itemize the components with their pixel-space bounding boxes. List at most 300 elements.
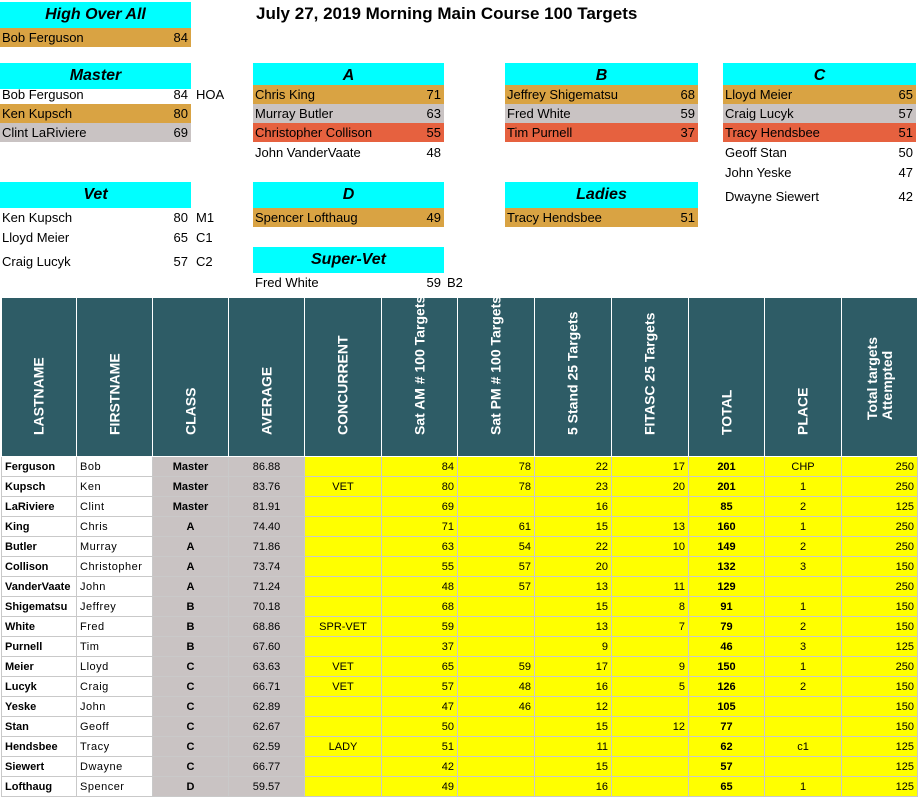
cell-fitasc[interactable]: 11 — [612, 577, 689, 597]
table-row[interactable] — [2, 717, 918, 737]
cell-total[interactable]: 62 — [689, 737, 765, 757]
b-name: Fred White — [507, 106, 571, 121]
table-header-row — [2, 298, 918, 457]
cell-place[interactable] — [765, 577, 842, 597]
cell-lastname[interactable]: Hendsbee — [2, 737, 77, 757]
cell-attempted[interactable]: 150 — [842, 597, 918, 617]
cell-fitasc[interactable]: 17 — [612, 457, 689, 477]
master-name: Clint LaRiviere — [2, 125, 87, 140]
cell-class[interactable]: C — [153, 657, 229, 677]
b-row[interactable] — [505, 104, 698, 123]
cell-average[interactable]: 62.89 — [229, 697, 305, 717]
cell-sat-am[interactable]: 84 — [382, 457, 458, 477]
table-row[interactable] — [2, 617, 918, 637]
cell-sat-am[interactable]: 63 — [382, 537, 458, 557]
b-score: 59 — [680, 106, 695, 121]
cell-attempted[interactable]: 250 — [842, 657, 918, 677]
cell-sat-pm[interactable] — [458, 777, 535, 797]
d-score: 49 — [426, 210, 441, 225]
cell-place[interactable]: 3 — [765, 557, 842, 577]
cell-5-stand[interactable]: 20 — [535, 557, 612, 577]
column-header-label: CLASS — [182, 387, 198, 435]
cell-total[interactable]: 91 — [689, 597, 765, 617]
cell-sat-am[interactable]: 42 — [382, 757, 458, 777]
cell-place[interactable]: c1 — [765, 737, 842, 757]
cell-total[interactable]: 105 — [689, 697, 765, 717]
table-row[interactable] — [2, 757, 918, 777]
cell-fitasc[interactable]: 12 — [612, 717, 689, 737]
cell-sat-am[interactable]: 47 — [382, 697, 458, 717]
cell-firstname[interactable]: Tim — [77, 637, 153, 657]
cell-firstname[interactable]: Bob — [77, 457, 153, 477]
column-header[interactable] — [458, 295, 535, 457]
cell-class[interactable]: C — [153, 677, 229, 697]
cell-average[interactable]: 62.59 — [229, 737, 305, 757]
cell-total[interactable]: 150 — [689, 657, 765, 677]
cell-fitasc[interactable]: 7 — [612, 617, 689, 637]
cell-firstname[interactable]: Clint — [77, 497, 153, 517]
vet-score: 80 — [173, 210, 188, 225]
cell-5-stand[interactable]: 16 — [535, 777, 612, 797]
cell-5-stand[interactable]: 15 — [535, 597, 612, 617]
cell-5-stand[interactable]: 16 — [535, 497, 612, 517]
cell-total[interactable]: 201 — [689, 477, 765, 497]
cell-lastname[interactable]: Yeske — [2, 697, 77, 717]
cell-sat-am[interactable]: 57 — [382, 677, 458, 697]
a-name: Chris King — [255, 87, 315, 102]
cell-sat-pm[interactable] — [458, 497, 535, 517]
cell-lastname[interactable]: King — [2, 517, 77, 537]
supervet-score: 59 — [426, 275, 441, 290]
cell-place[interactable]: 3 — [765, 637, 842, 657]
c-row[interactable] — [723, 143, 916, 162]
master-score: 69 — [173, 125, 188, 140]
cell-average[interactable]: 81.91 — [229, 497, 305, 517]
column-header[interactable] — [842, 298, 918, 457]
cell-total[interactable]: 46 — [689, 637, 765, 657]
cell-sat-pm[interactable]: 78 — [458, 477, 535, 497]
master-score: 84 — [173, 87, 188, 102]
cell-fitasc[interactable]: 8 — [612, 597, 689, 617]
master-row[interactable] — [0, 123, 191, 142]
cell-place[interactable] — [765, 757, 842, 777]
a-name: Christopher Collison — [255, 125, 373, 140]
cell-concurrent[interactable] — [305, 757, 382, 777]
cell-class[interactable]: Master — [153, 457, 229, 477]
vet-extra: C2 — [196, 254, 213, 269]
b-header: B — [505, 63, 698, 89]
cell-concurrent[interactable]: LADY — [305, 737, 382, 757]
cell-concurrent[interactable] — [305, 637, 382, 657]
table-row[interactable] — [2, 477, 918, 497]
cell-lastname[interactable]: Collison — [2, 557, 77, 577]
cell-concurrent[interactable]: VET — [305, 477, 382, 497]
cell-lastname[interactable]: LaRiviere — [2, 497, 77, 517]
column-header[interactable] — [765, 298, 842, 457]
c-row[interactable] — [723, 163, 916, 182]
cell-fitasc[interactable] — [612, 557, 689, 577]
a-score: 71 — [426, 87, 441, 102]
cell-sat-am[interactable]: 55 — [382, 557, 458, 577]
cell-attempted[interactable]: 250 — [842, 477, 918, 497]
cell-attempted[interactable]: 250 — [842, 577, 918, 597]
cell-attempted[interactable]: 150 — [842, 717, 918, 737]
master-row[interactable] — [0, 104, 191, 123]
cell-sat-pm[interactable]: 57 — [458, 577, 535, 597]
cell-concurrent[interactable] — [305, 717, 382, 737]
cell-sat-am[interactable]: 51 — [382, 737, 458, 757]
cell-sat-am[interactable]: 37 — [382, 637, 458, 657]
cell-attempted[interactable]: 125 — [842, 737, 918, 757]
cell-lastname[interactable]: Purnell — [2, 637, 77, 657]
cell-sat-pm[interactable]: 59 — [458, 657, 535, 677]
cell-attempted[interactable]: 150 — [842, 677, 918, 697]
table-row[interactable] — [2, 637, 918, 657]
cell-firstname[interactable]: Tracy — [77, 737, 153, 757]
c-name: Craig Lucyk — [725, 106, 794, 121]
cell-total[interactable]: 201 — [689, 457, 765, 477]
master-name: Bob Ferguson — [2, 87, 84, 102]
vet-name: Craig Lucyk — [2, 254, 71, 269]
vet-row[interactable] — [0, 208, 215, 227]
cell-average[interactable]: 70.18 — [229, 597, 305, 617]
cell-fitasc[interactable]: 9 — [612, 657, 689, 677]
a-row[interactable] — [253, 104, 444, 123]
cell-concurrent[interactable] — [305, 517, 382, 537]
cell-5-stand[interactable]: 17 — [535, 657, 612, 677]
cell-average[interactable]: 59.57 — [229, 777, 305, 797]
hoa-name: Bob Ferguson — [2, 30, 84, 45]
cell-class[interactable]: Master — [153, 497, 229, 517]
cell-sat-pm[interactable]: 54 — [458, 537, 535, 557]
c-row[interactable] — [723, 85, 916, 104]
cell-fitasc[interactable]: 13 — [612, 517, 689, 537]
cell-sat-pm[interactable]: 61 — [458, 517, 535, 537]
cell-average[interactable]: 74.40 — [229, 517, 305, 537]
cell-5-stand[interactable]: 16 — [535, 677, 612, 697]
cell-concurrent[interactable] — [305, 497, 382, 517]
table-row[interactable] — [2, 557, 918, 577]
cell-5-stand[interactable]: 15 — [535, 517, 612, 537]
cell-place[interactable]: 2 — [765, 677, 842, 697]
cell-average[interactable]: 73.74 — [229, 557, 305, 577]
cell-total[interactable]: 126 — [689, 677, 765, 697]
cell-attempted[interactable]: 150 — [842, 697, 918, 717]
cell-total[interactable]: 160 — [689, 517, 765, 537]
cell-firstname[interactable]: Murray — [77, 537, 153, 557]
c-row[interactable] — [723, 123, 916, 142]
c-row[interactable] — [723, 104, 916, 123]
cell-5-stand[interactable]: 11 — [535, 737, 612, 757]
column-header[interactable] — [77, 298, 153, 457]
cell-class[interactable]: A — [153, 577, 229, 597]
table-row[interactable] — [2, 777, 918, 797]
table-row[interactable] — [2, 657, 918, 677]
table-row[interactable] — [2, 697, 918, 717]
cell-sat-am[interactable]: 71 — [382, 517, 458, 537]
hoa-row[interactable] — [0, 28, 191, 47]
column-header[interactable] — [229, 298, 305, 457]
cell-class[interactable]: C — [153, 717, 229, 737]
cell-5-stand[interactable]: 9 — [535, 637, 612, 657]
cell-sat-pm[interactable]: 46 — [458, 697, 535, 717]
cell-fitasc[interactable]: 10 — [612, 537, 689, 557]
cell-lastname[interactable]: Meier — [2, 657, 77, 677]
cell-concurrent[interactable] — [305, 457, 382, 477]
cell-firstname[interactable]: Ken — [77, 477, 153, 497]
cell-sat-am[interactable]: 48 — [382, 577, 458, 597]
cell-average[interactable]: 83.76 — [229, 477, 305, 497]
cell-class[interactable]: C — [153, 757, 229, 777]
cell-class[interactable]: A — [153, 537, 229, 557]
cell-sat-am[interactable]: 80 — [382, 477, 458, 497]
column-header[interactable] — [2, 298, 77, 457]
table-row[interactable] — [2, 517, 918, 537]
cell-place[interactable]: 1 — [765, 597, 842, 617]
cell-sat-am[interactable]: 49 — [382, 777, 458, 797]
vet-name: Lloyd Meier — [2, 230, 70, 245]
cell-sat-pm[interactable] — [458, 717, 535, 737]
cell-firstname[interactable]: Spencer — [77, 777, 153, 797]
cell-fitasc[interactable] — [612, 497, 689, 517]
cell-sat-am[interactable]: 59 — [382, 617, 458, 637]
cell-average[interactable]: 67.60 — [229, 637, 305, 657]
cell-attempted[interactable]: 250 — [842, 537, 918, 557]
cell-class[interactable]: D — [153, 777, 229, 797]
column-header-label: LASTNAME — [30, 357, 47, 435]
cell-fitasc[interactable] — [612, 697, 689, 717]
supervet-extra: B2 — [447, 275, 463, 290]
master-score: 80 — [173, 106, 188, 121]
cell-sat-am[interactable]: 50 — [382, 717, 458, 737]
table-row[interactable] — [2, 497, 918, 517]
d-row[interactable] — [253, 208, 444, 227]
master-header: Master — [0, 63, 191, 89]
supervet-row[interactable] — [253, 273, 463, 292]
cell-total[interactable]: 129 — [689, 577, 765, 597]
cell-place[interactable]: CHP — [765, 457, 842, 477]
cell-firstname[interactable]: Chris — [77, 517, 153, 537]
cell-concurrent[interactable] — [305, 697, 382, 717]
cell-place[interactable]: 1 — [765, 657, 842, 677]
cell-place[interactable]: 1 — [765, 477, 842, 497]
cell-class[interactable]: B — [153, 597, 229, 617]
cell-5-stand[interactable]: 15 — [535, 757, 612, 777]
column-header[interactable] — [689, 298, 765, 457]
cell-total[interactable]: 65 — [689, 777, 765, 797]
cell-sat-pm[interactable]: 78 — [458, 457, 535, 477]
master-extra: HOA — [196, 87, 225, 102]
cell-concurrent[interactable]: VET — [305, 657, 382, 677]
cell-concurrent[interactable] — [305, 557, 382, 577]
cell-concurrent[interactable] — [305, 537, 382, 557]
column-header[interactable] — [535, 298, 612, 457]
cell-average[interactable]: 63.63 — [229, 657, 305, 677]
table-row[interactable] — [2, 737, 918, 757]
cell-place[interactable]: 2 — [765, 617, 842, 637]
cell-5-stand[interactable]: 23 — [535, 477, 612, 497]
cell-lastname[interactable]: Lucyk — [2, 677, 77, 697]
cell-attempted[interactable]: 125 — [842, 757, 918, 777]
column-header[interactable] — [382, 295, 458, 457]
cell-firstname[interactable]: John — [77, 697, 153, 717]
cell-sat-pm[interactable]: 48 — [458, 677, 535, 697]
c-name: Tracy Hendsbee — [725, 125, 820, 140]
cell-attempted[interactable]: 125 — [842, 777, 918, 797]
cell-average[interactable]: 71.86 — [229, 537, 305, 557]
column-header-label: CONCURRENT — [334, 335, 351, 435]
ladies-name: Tracy Hendsbee — [507, 210, 602, 225]
cell-total[interactable]: 132 — [689, 557, 765, 577]
ladies-score: 51 — [680, 210, 695, 225]
cell-fitasc[interactable]: 20 — [612, 477, 689, 497]
cell-lastname[interactable]: White — [2, 617, 77, 637]
c-name: Lloyd Meier — [725, 87, 793, 102]
a-name: Murray Butler — [255, 106, 334, 121]
vet-row[interactable] — [0, 252, 213, 271]
table-row[interactable] — [2, 537, 918, 557]
cell-place[interactable]: 1 — [765, 517, 842, 537]
cell-class[interactable]: Master — [153, 477, 229, 497]
cell-concurrent[interactable]: VET — [305, 677, 382, 697]
table-row[interactable] — [2, 457, 918, 477]
cell-lastname[interactable]: Kupsch — [2, 477, 77, 497]
c-name: Dwayne Siewert — [725, 189, 819, 204]
c-score: 57 — [898, 106, 913, 121]
cell-total[interactable]: 77 — [689, 717, 765, 737]
cell-place[interactable] — [765, 717, 842, 737]
cell-class[interactable]: C — [153, 737, 229, 757]
cell-place[interactable] — [765, 697, 842, 717]
cell-sat-am[interactable]: 68 — [382, 597, 458, 617]
b-row[interactable] — [505, 85, 698, 104]
page-title: July 27, 2019 Morning Main Course 100 Targets — [256, 4, 638, 23]
b-row[interactable] — [505, 123, 698, 142]
cell-firstname[interactable]: Christopher — [77, 557, 153, 577]
cell-lastname[interactable]: VanderVaate — [2, 577, 77, 597]
cell-firstname[interactable]: Craig — [77, 677, 153, 697]
b-name: Tim Purnell — [507, 125, 573, 140]
a-score: 48 — [426, 145, 441, 160]
cell-class[interactable]: B — [153, 637, 229, 657]
cell-sat-am[interactable]: 65 — [382, 657, 458, 677]
a-row[interactable] — [253, 85, 444, 104]
a-row[interactable] — [253, 143, 444, 162]
cell-average[interactable]: 66.71 — [229, 677, 305, 697]
cell-attempted[interactable]: 150 — [842, 557, 918, 577]
a-row[interactable] — [253, 123, 444, 142]
cell-place[interactable]: 2 — [765, 537, 842, 557]
supervet-header: Super-Vet — [253, 247, 444, 273]
cell-firstname[interactable]: Geoff — [77, 717, 153, 737]
cell-average[interactable]: 86.88 — [229, 457, 305, 477]
cell-fitasc[interactable]: 5 — [612, 677, 689, 697]
cell-attempted[interactable]: 250 — [842, 457, 918, 477]
cell-class[interactable]: A — [153, 517, 229, 537]
c-row[interactable] — [723, 187, 916, 206]
cell-concurrent[interactable] — [305, 597, 382, 617]
cell-attempted[interactable]: 125 — [842, 497, 918, 517]
cell-firstname[interactable]: Fred — [77, 617, 153, 637]
cell-attempted[interactable]: 250 — [842, 517, 918, 537]
cell-5-stand[interactable]: 22 — [535, 537, 612, 557]
cell-average[interactable]: 68.86 — [229, 617, 305, 637]
d-header: D — [253, 182, 444, 208]
ladies-row[interactable] — [505, 208, 698, 227]
cell-fitasc[interactable] — [612, 777, 689, 797]
cell-total[interactable]: 79 — [689, 617, 765, 637]
cell-average[interactable]: 71.24 — [229, 577, 305, 597]
cell-5-stand[interactable]: 12 — [535, 697, 612, 717]
cell-class[interactable]: A — [153, 557, 229, 577]
cell-place[interactable]: 1 — [765, 777, 842, 797]
cell-sat-pm[interactable]: 57 — [458, 557, 535, 577]
cell-sat-pm[interactable] — [458, 597, 535, 617]
vet-row[interactable] — [0, 228, 213, 247]
column-header-label: Total targets Attempted — [863, 337, 895, 420]
cell-5-stand[interactable]: 13 — [535, 577, 612, 597]
column-header[interactable] — [305, 298, 382, 457]
column-header[interactable] — [612, 298, 689, 457]
b-name: Jeffrey Shigematsu — [507, 87, 619, 102]
column-header[interactable] — [153, 298, 229, 457]
cell-firstname[interactable]: John — [77, 577, 153, 597]
cell-fitasc[interactable] — [612, 737, 689, 757]
c-score: 42 — [898, 189, 913, 204]
cell-average[interactable]: 62.67 — [229, 717, 305, 737]
cell-total[interactable]: 57 — [689, 757, 765, 777]
cell-sat-pm[interactable] — [458, 737, 535, 757]
cell-lastname[interactable]: Siewert — [2, 757, 77, 777]
cell-concurrent[interactable]: SPR-VET — [305, 617, 382, 637]
table-row[interactable] — [2, 597, 918, 617]
cell-sat-pm[interactable] — [458, 637, 535, 657]
a-header: A — [253, 63, 444, 89]
cell-lastname[interactable]: Lofthaug — [2, 777, 77, 797]
cell-5-stand[interactable]: 15 — [535, 717, 612, 737]
cell-lastname[interactable]: Stan — [2, 717, 77, 737]
cell-sat-am[interactable]: 69 — [382, 497, 458, 517]
cell-class[interactable]: C — [153, 697, 229, 717]
cell-firstname[interactable]: Lloyd — [77, 657, 153, 677]
cell-total[interactable]: 149 — [689, 537, 765, 557]
table-row[interactable] — [2, 577, 918, 597]
cell-fitasc[interactable] — [612, 757, 689, 777]
vet-score: 65 — [173, 230, 188, 245]
cell-sat-pm[interactable] — [458, 757, 535, 777]
cell-place[interactable]: 2 — [765, 497, 842, 517]
cell-attempted[interactable]: 150 — [842, 617, 918, 637]
cell-total[interactable]: 85 — [689, 497, 765, 517]
cell-average[interactable]: 66.77 — [229, 757, 305, 777]
cell-concurrent[interactable] — [305, 777, 382, 797]
cell-attempted[interactable]: 125 — [842, 637, 918, 657]
master-row[interactable] — [0, 85, 225, 104]
cell-lastname[interactable]: Butler — [2, 537, 77, 557]
cell-5-stand[interactable]: 22 — [535, 457, 612, 477]
vet-score: 57 — [173, 254, 188, 269]
cell-5-stand[interactable]: 13 — [535, 617, 612, 637]
cell-concurrent[interactable] — [305, 577, 382, 597]
cell-firstname[interactable]: Dwayne — [77, 757, 153, 777]
cell-class[interactable]: B — [153, 617, 229, 637]
table-row[interactable] — [2, 677, 918, 697]
cell-sat-pm[interactable] — [458, 617, 535, 637]
cell-firstname[interactable]: Jeffrey — [77, 597, 153, 617]
cell-fitasc[interactable] — [612, 637, 689, 657]
cell-lastname[interactable]: Ferguson — [2, 457, 77, 477]
cell-lastname[interactable]: Shigematsu — [2, 597, 77, 617]
